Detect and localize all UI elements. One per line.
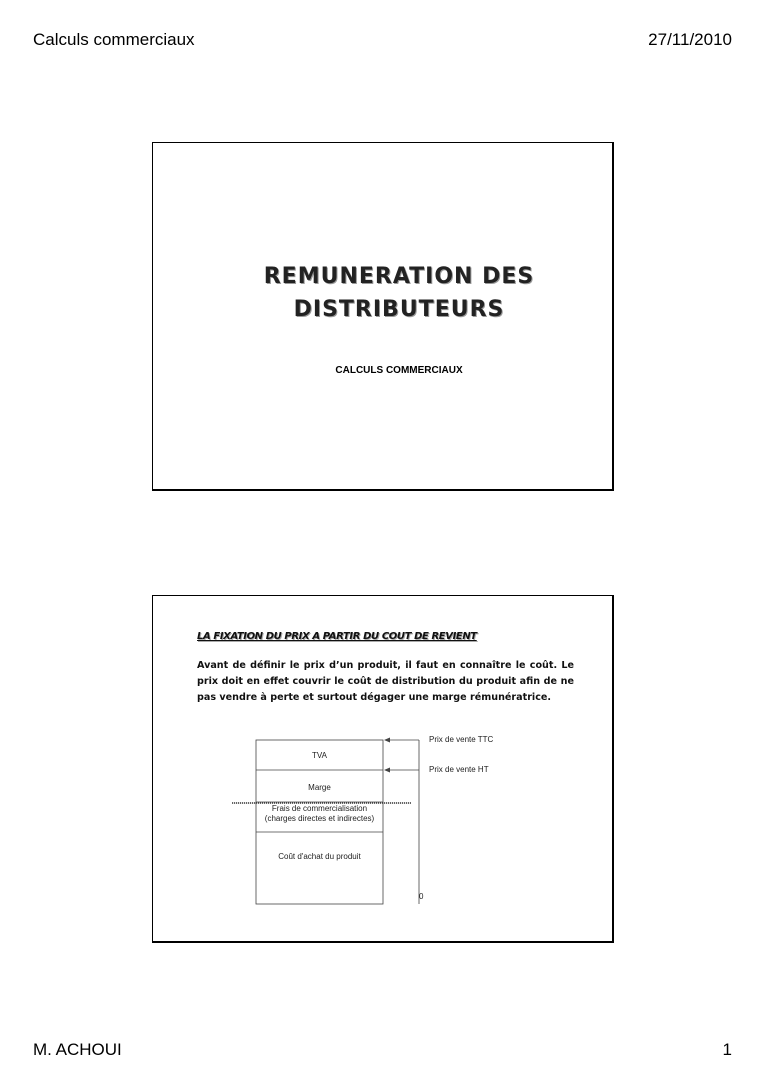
layer-frais-detail: (charges directes et indirectes) — [264, 814, 375, 823]
layer-cout-achat: Coût d'achat du produit — [278, 852, 361, 861]
layer-frais: Frais de commercialisation — [271, 804, 368, 813]
arrow-ttc-head — [384, 738, 390, 743]
slide-1-subtitle: CALCULS COMMERCIAUX — [335, 365, 463, 376]
header-title: Calculs commerciaux — [33, 30, 195, 49]
slide-2-title: LA FIXATION DU PRIX A PARTIR DU COUT DE REVIENT — [197, 631, 477, 642]
layer-marge: Marge — [308, 783, 331, 792]
diagram-lines — [153, 596, 615, 944]
slide-2-text: Avant de définir le prix d’un produit, il faut en connaître le coût. Le prix doit en effet couvrir le coût de distribution du produit afin de ne pas vendre à perte et surtout dégager une marge rémunératrice. — [197, 660, 574, 703]
label-prix-ht: Prix de vente HT — [429, 765, 489, 774]
slide-1-title: REMUNERATION DES DISTRIBUTEURS — [263, 264, 535, 322]
footer-page-number: 1 — [722, 1040, 732, 1059]
slide-2 — [152, 595, 614, 943]
label-zero: 0 — [419, 892, 424, 901]
layer-tva: TVA — [312, 751, 327, 760]
slide-1 — [152, 142, 614, 491]
header-date: 27/11/2010 — [648, 30, 732, 49]
arrow-ht-head — [384, 768, 390, 773]
price-structure-diagram — [153, 596, 615, 944]
label-prix-ttc: Prix de vente TTC — [429, 735, 494, 744]
footer-author: M. ACHOUI — [33, 1040, 122, 1059]
